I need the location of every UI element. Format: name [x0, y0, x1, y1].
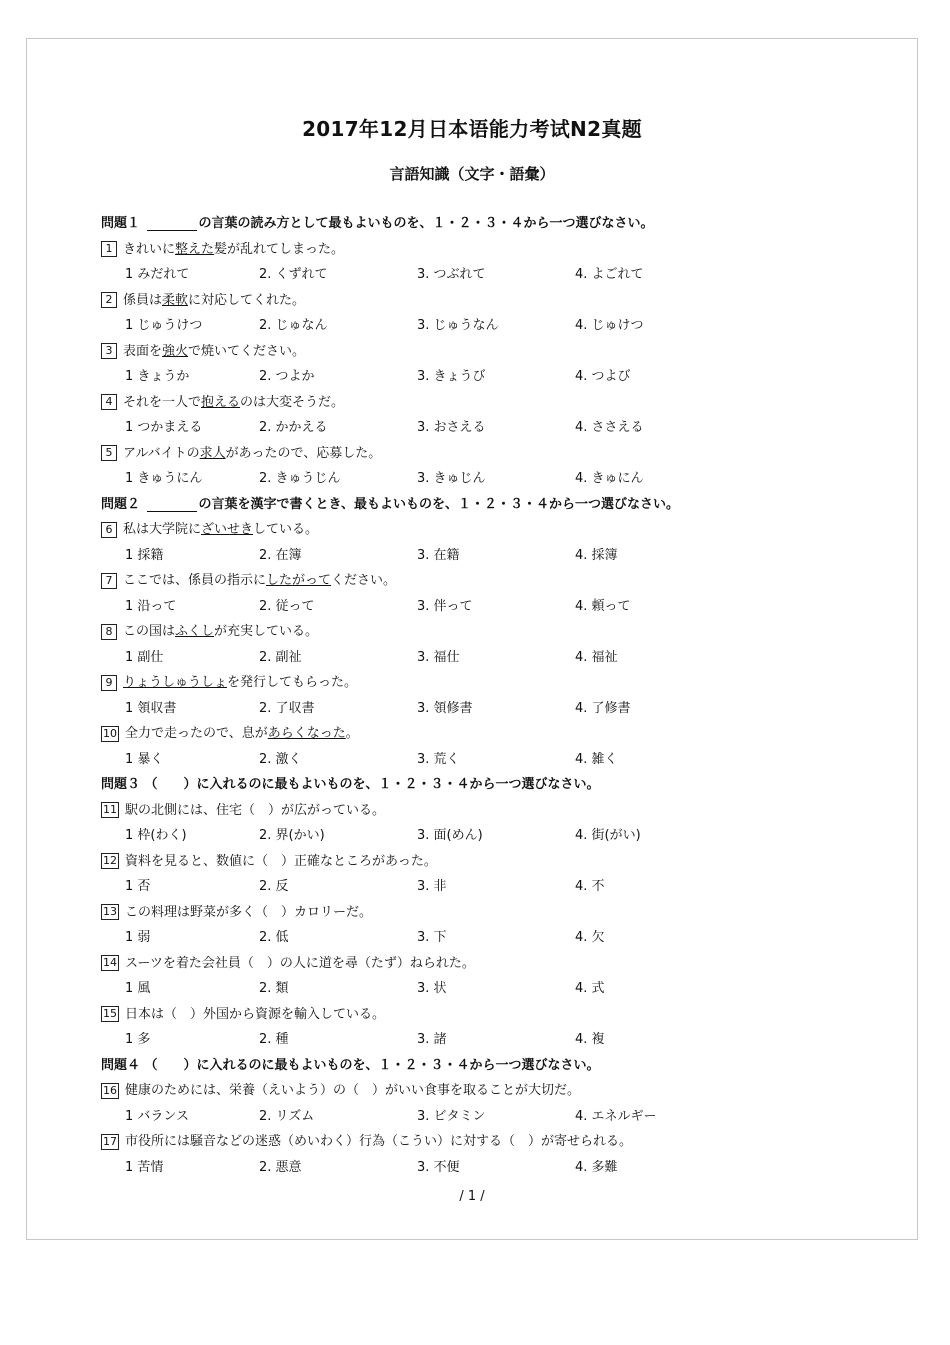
- question-row: [101, 900, 901, 926]
- question-row: [101, 670, 901, 696]
- question-row: [101, 1078, 901, 1104]
- answer-options: [101, 1027, 901, 1053]
- answer-option: 1 枠(わく): [125, 828, 187, 843]
- question-text: この国は: [123, 624, 176, 639]
- question-number: 16: [103, 1083, 117, 1097]
- answer-option: 1 苦情: [125, 1159, 164, 1175]
- answer-options: [101, 543, 901, 569]
- answer-option: 3. 荒く: [417, 751, 460, 767]
- answer-options: [101, 823, 901, 849]
- question-row: [101, 849, 901, 875]
- answer-option: 1 否: [125, 879, 151, 894]
- answer-options: [101, 1155, 901, 1181]
- question-text-end: 髪が乱れてしまった。: [214, 241, 345, 257]
- answer-option: 3. ビタミン: [417, 1108, 486, 1124]
- answer-option: 2. 副祉: [259, 649, 302, 665]
- section-instruction: の言葉の読み方として最もよいものを、１・２・３・４から一つ選びなさい。: [198, 216, 654, 231]
- answer-option: 4. つよび: [575, 369, 631, 384]
- question-number: 2: [101, 292, 117, 308]
- answer-option: 4. 採簿: [575, 547, 618, 563]
- question-number: 8: [101, 624, 117, 640]
- answer-option: 4. 街(がい): [575, 828, 641, 843]
- answer-option: 4. 了修書: [575, 700, 631, 716]
- question-target-word: 強火: [162, 343, 189, 359]
- answer-option: 2. 種: [259, 1032, 289, 1047]
- question-target-word: 抱える: [201, 394, 241, 410]
- question-row: [101, 390, 901, 416]
- answer-option: 1 多: [125, 1032, 151, 1047]
- page-number: / 1 /: [459, 1189, 485, 1204]
- answer-option: 2. じゅなん: [259, 318, 328, 333]
- answer-option: 2. 激く: [259, 751, 302, 767]
- section-heading: [101, 1053, 901, 1079]
- question-row: [101, 339, 901, 365]
- answer-option: 3. 面(めん): [417, 828, 483, 843]
- question-target-word: ふくし: [175, 624, 215, 639]
- answer-option: 3. 不便: [417, 1159, 460, 1175]
- answer-option: 2. リズム: [259, 1108, 315, 1124]
- question-text: 私は大学院に: [123, 522, 202, 537]
- question-number: 10: [103, 726, 117, 740]
- answer-option: 4. じゅけつ: [575, 318, 644, 333]
- answer-option: 4. 欠: [575, 930, 605, 945]
- answer-option: 2. 反: [259, 879, 289, 894]
- question-row: [101, 951, 901, 977]
- answer-option: 1 沿って: [125, 598, 177, 614]
- answer-option: 2. 了収書: [259, 700, 315, 716]
- section-number: 問題４: [101, 1057, 141, 1073]
- question-row: [101, 619, 901, 645]
- answer-options: [101, 466, 901, 492]
- question-target-word: したがって: [266, 573, 332, 588]
- answer-options: [101, 594, 901, 620]
- question-text: 駅の北側には、住宅（ ）が広がっている。: [125, 802, 386, 818]
- answer-option: 3. じゅうなん: [417, 318, 499, 333]
- answer-option: 4. よごれて: [575, 267, 644, 282]
- question-number: 1: [101, 241, 117, 257]
- answer-option: 4. きゅにん: [575, 471, 644, 486]
- question-row: [101, 568, 901, 594]
- question-number: 12: [103, 854, 117, 867]
- question-number: 15: [103, 1007, 117, 1020]
- question-text: この料理は野菜が多く（ ）カロリーだ。: [125, 904, 373, 920]
- answer-option: 3. 下: [417, 930, 447, 945]
- question-text-end: のは大変そうだ。: [240, 394, 345, 410]
- question-row: [101, 517, 901, 543]
- question-text-end: ください。: [331, 573, 397, 588]
- answer-option: 2. 悪意: [259, 1159, 302, 1175]
- answer-option: 1 暴く: [125, 751, 164, 767]
- answer-option: 3. 諸: [417, 1032, 447, 1047]
- answer-option: 2. かかえる: [259, 420, 328, 435]
- answer-options: [101, 874, 901, 900]
- section-number: 問題２: [101, 496, 141, 512]
- question-row: [101, 798, 901, 824]
- answer-option: 4. 福祉: [575, 649, 618, 665]
- answer-option: 2. 従って: [259, 598, 315, 614]
- answer-option: 1 じゅうけつ: [125, 318, 203, 333]
- question-target-word: ざいせき: [201, 522, 254, 537]
- question-row: [101, 721, 901, 747]
- answer-option: 1 バランス: [125, 1108, 190, 1124]
- answer-option: 1 領収書: [125, 700, 177, 716]
- question-text: 市役所には騒音などの迷惑（めいわく）行為（こうい）に対する（ ）が寄せられる。: [125, 1134, 633, 1149]
- question-text-end: が充実している。: [214, 624, 319, 639]
- exam-content: [101, 211, 901, 1180]
- question-text-end: を発行してもらった。: [227, 675, 358, 690]
- answer-option: 2. 在簿: [259, 547, 302, 563]
- question-text: 健康のためには、栄養（えいよう）の（ ）がいい食事を取ることが大切だ。: [125, 1083, 581, 1098]
- answer-option: 4. エネルギー: [575, 1108, 657, 1124]
- question-row: [101, 237, 901, 263]
- question-number: 6: [101, 522, 117, 538]
- question-target-word: 柔軟: [162, 292, 189, 308]
- question-text-end: で焼いてください。: [188, 343, 306, 359]
- section-heading: [101, 211, 901, 237]
- answer-options: [101, 262, 901, 288]
- question-row: [101, 1002, 901, 1028]
- question-text: 全力で走ったので、息が: [125, 726, 268, 741]
- question-text: 係員は: [123, 292, 163, 308]
- answer-options: [101, 696, 901, 722]
- answer-option: 4. 不: [575, 879, 605, 894]
- question-number: 5: [101, 445, 117, 461]
- answer-option: 3. 非: [417, 879, 447, 894]
- question-text-end: 。: [345, 726, 359, 741]
- answer-option: 2. 低: [259, 930, 289, 945]
- answer-option: 1 きゅうにん: [125, 471, 203, 486]
- answer-option: 4. ささえる: [575, 420, 644, 435]
- answer-option: 2. きゅうじん: [259, 471, 341, 486]
- question-text: アルバイトの: [123, 445, 200, 461]
- answer-options: [101, 415, 901, 441]
- page-title: 2017年12月日本语能力考试N2真题: [302, 117, 642, 141]
- answer-option: 4. 頼って: [575, 598, 631, 614]
- answer-options: [101, 364, 901, 390]
- question-row: [101, 1129, 901, 1155]
- question-target-word: 整えた: [175, 241, 215, 257]
- question-number: 14: [103, 956, 117, 969]
- answer-option: 2. 界(かい): [259, 828, 325, 843]
- answer-option: 4. 雑く: [575, 751, 618, 767]
- question-number: 9: [101, 675, 117, 691]
- question-text-end: している。: [253, 522, 319, 537]
- answer-option: 1 つかまえる: [125, 420, 203, 435]
- section-instruction: （ ）に入れるのに最もよいものを、１・２・３・４から一つ選びなさい。: [144, 1057, 600, 1073]
- answer-options: [101, 976, 901, 1002]
- answer-option: 3. 福仕: [417, 649, 460, 665]
- section-number: 問題１: [101, 216, 141, 231]
- answer-option: 3. つぶれて: [417, 267, 486, 282]
- underline-blank: [147, 497, 197, 512]
- answer-option: 2. くずれて: [259, 267, 328, 282]
- question-number: 3: [101, 343, 117, 359]
- question-number: 7: [101, 573, 117, 589]
- question-target-word: あらくなった: [267, 726, 346, 741]
- answer-option: 1 きょうか: [125, 369, 190, 384]
- answer-option: 3. 領修書: [417, 700, 473, 716]
- question-text-end: があったので、応募した。: [225, 445, 382, 461]
- question-text: ここでは、係員の指示に: [123, 573, 267, 588]
- answer-option: 3. きょうび: [417, 369, 486, 384]
- answer-options: [101, 1104, 901, 1130]
- answer-option: 1 弱: [125, 930, 151, 945]
- section-heading: [101, 772, 901, 798]
- section-instruction: （ ）に入れるのに最もよいものを、１・２・３・４から一つ選びなさい。: [144, 777, 600, 792]
- question-number: 4: [101, 394, 117, 410]
- answer-option: 1 副仕: [125, 649, 164, 665]
- answer-option: 2. 類: [259, 981, 289, 996]
- question-text: 表面を: [123, 343, 163, 359]
- answer-option: 4. 複: [575, 1032, 605, 1047]
- question-text: 資料を見ると、数値に（ ）正確なところがあった。: [125, 853, 437, 869]
- answer-option: 4. 式: [575, 981, 605, 996]
- answer-options: [101, 645, 901, 671]
- answer-option: 4. 多難: [575, 1159, 618, 1175]
- answer-option: 1 風: [125, 981, 151, 996]
- question-target-word: 求人: [199, 445, 226, 461]
- question-number: 17: [103, 1134, 117, 1148]
- question-target-word: りょうしゅうしょ: [123, 675, 228, 690]
- answer-options: [101, 925, 901, 951]
- question-text: 日本は（ ）外国から資源を輸入している。: [125, 1006, 386, 1022]
- question-row: [101, 441, 901, 467]
- answer-option: 2. つよか: [259, 369, 315, 384]
- question-number: 11: [103, 803, 117, 816]
- question-text: きれいに: [123, 241, 176, 257]
- answer-option: 3. 状: [417, 981, 447, 996]
- answer-options: [101, 313, 901, 339]
- document-page: [26, 38, 918, 1240]
- answer-option: 3. おさえる: [417, 420, 486, 435]
- answer-option: 1 採籍: [125, 547, 164, 563]
- question-number: 13: [103, 905, 117, 918]
- question-text-end: に対応してくれた。: [188, 292, 306, 308]
- answer-option: 3. 伴って: [417, 598, 473, 614]
- question-text: スーツを着た会社員（ ）の人に道を尋（たず）ねられた。: [125, 955, 475, 971]
- answer-option: 1 みだれて: [125, 267, 190, 282]
- section-heading: [101, 492, 901, 518]
- section-number: 問題３: [101, 777, 141, 792]
- question-row: [101, 288, 901, 314]
- answer-option: 3. 在籍: [417, 547, 460, 563]
- underline-blank: [147, 216, 197, 231]
- answer-option: 3. きゅじん: [417, 471, 486, 486]
- section-instruction: の言葉を漢字で書くとき、最もよいものを、１・２・３・４から一つ選びなさい。: [198, 496, 680, 512]
- answer-options: [101, 747, 901, 773]
- question-text: それを一人で: [123, 394, 202, 410]
- section-subtitle: 言語知識（文字・語彙）: [389, 165, 555, 183]
